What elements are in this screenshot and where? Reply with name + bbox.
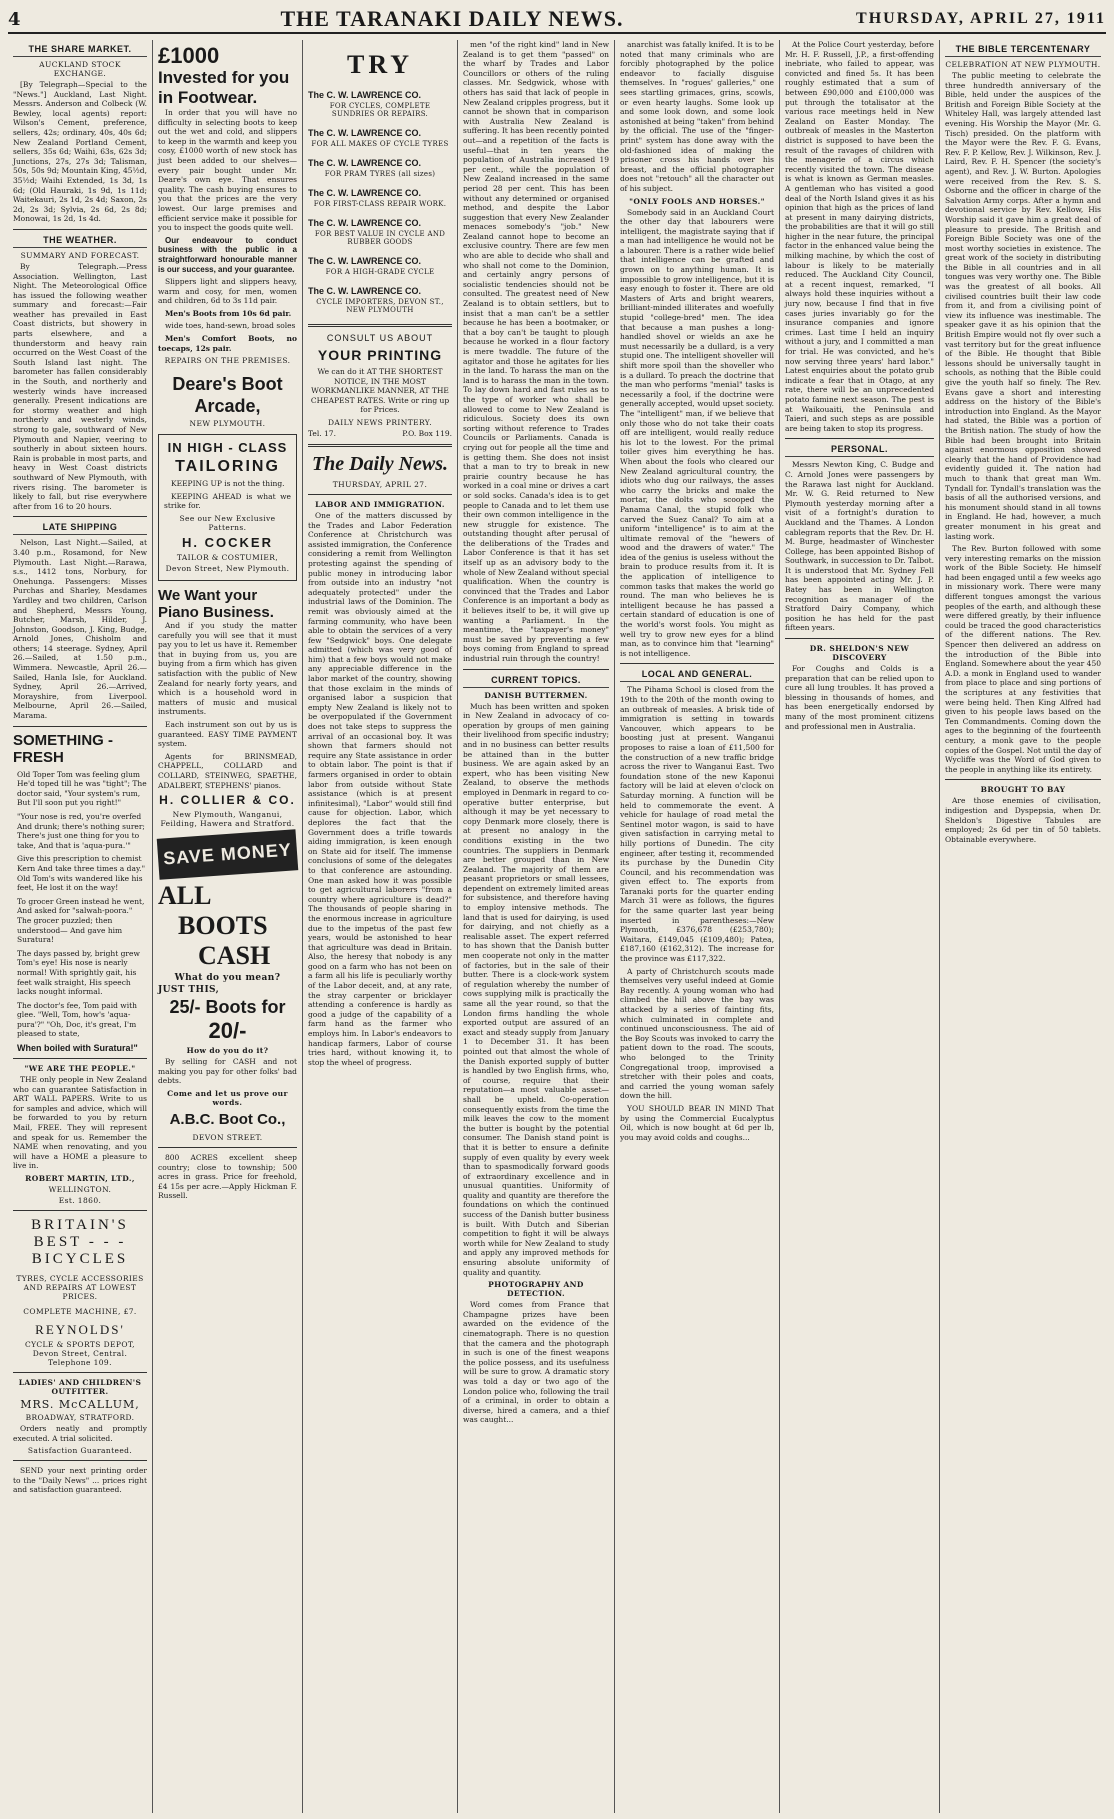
fools-text: Somebody said in an Auckland Court the other day that labourers were intelligent, the magistrate saying that if a man had intelligence he would not be a labourer. There is a rather wide belief that intelligence can be grafted and grown on to anything human. It is impossible to grow intelligence, but it is easy enough to foster it. There are old Masters of Arts and bright wearers, brilliant-minded illiterates and woefully stupid "college-bred" men. The idea that because a man pushes a long-handled shovel or wields an axe he must necessarily be a dullard, is a very stupid one. The intelligent shoveller will shift more spoil than the shoveller who is a dullard. To preach the doctrine that the man who performs "menial" tasks is necessarily a fool, if the doctrine were generally accepted, would upset society. The "intelligent" man, if we believe that only those who do not take their coats off are intelligent, would really reduce his lot to the lowest. For the primal toiler gives him everything he has. When about the fools who cleared our New Zealand agricultural country, the idiots who dug our railways, the asses who carry the bricks and make the mortar, the dolts who scooped the Panama Canal, the stupid folk who carved the Suez Canal? To aim at a uniform "intelligence" is to aim at the ultimate removal of the "hewers of wood and the drawers of water." The idea of the genius is useless without the brain to produce results from it. It is the application of intelligence to common tasks that makes the world go round. The man who believes he is intelligent because he has passed a certain standard of education is one of the world's worst fools. You might as well try to grow new eyes for a blind man, as to convince him that "learning" is not intelligence. xyxy=(620,207,774,658)
poem-verse: Give this prescription to chemist Kern And take three times a day." Old Tom's wits wandered like his feet, He lost it on the way! xyxy=(17,854,146,893)
poem-verse: "Your nose is red, you're overfed And drunk; there's nothing surer; There's just one thing for you to take, And that is 'aqua-pura.'" xyxy=(17,812,145,850)
thousand-pound-heading: £1000 xyxy=(158,43,220,68)
share-market-text: [By Telegraph—Special to the "News."] Auckland, Last Night. Messrs. Anderson and Colbeck (W. Bewley, local agents) report: Wilson's Cement, preference, sellers, 42s; ordinary, 40s, 40s 6d; New Zealand Portland Cement, sellers, 35s 6d; Waihi, 63s, 62s 3d; Junctions, 27s, 27s 3d; Talisman, 50s, 50s 9d; Mountain King, 45½d, 35½d; Waihi Extended, 1s 3d, 1s 6d; (Old Hauraki, 1s 9d, 1s 11d; Waitekauri, 2s 1d, 2s 4d; Saxon, 2s 2d, 2s 3d; Sylvia, 2s 6d, 2s 8d; Monowai, 1s 2d, 1s 4d. xyxy=(13,80,147,224)
issue-date: THURSDAY, APRIL 27, 1911 xyxy=(856,10,1106,27)
robert-martin-est: Est. 1860. xyxy=(58,1196,102,1205)
daily-news-title: The Daily News. xyxy=(311,452,449,475)
endeavour-text: Our endeavour to conduct business with the public in a straightforward honourable manner is our success, and your guarantee. xyxy=(158,235,297,274)
abc-boot-heading: A.B.C. Boot Co., xyxy=(169,1110,286,1128)
just-this: JUST THIS, xyxy=(158,985,220,996)
deares-city: NEW PLYMOUTH. xyxy=(189,419,266,429)
boots-price-old: 25/- Boots for xyxy=(169,997,286,1018)
orders-text: Orders neatly and promptly executed. A trial solicited. xyxy=(13,1424,147,1443)
tailoring-ad xyxy=(158,434,297,581)
what-mean: What do you mean? xyxy=(174,973,281,984)
lawrence-line: The C. W. LAWRENCE CO. xyxy=(308,286,422,296)
send-printing-text: SEND your next printing order to the "Daily News" ... prices right and satisfaction guaranteed. xyxy=(13,1466,147,1495)
tailoring-heading: TAILORING xyxy=(175,458,280,476)
brought-to-bay-text: Are those enemies of civilisation, indigestion and Dyspepsia, when Dr. Sheldon's Digestive Tabules are employed; 2s 6d per tin of 50 tablets. Obtainable everywhere. xyxy=(945,796,1101,844)
consult-heading: CONSULT US ABOUT xyxy=(326,333,434,343)
mens-boots-text: Men's Boots from 10s 6d pair. xyxy=(165,308,292,318)
boots-price-new: 20/- xyxy=(208,1018,247,1044)
local-text: The Pihama School is closed from the 19th to the 20th of the month owing to an outbreak of measles. A brisk tide of immigration is setting in towards Vancouver, which appears to be boosting just at present. Wanganui proposes to raise a loan of £11,500 for the construction of a new traffic bridge across the river to Wanganui East. Two foundation stone of the new Kaponui factory will be laid at eleven o'clock on Saturday morning. A function will be held to commemorate the event. A vehicle for haulage of road metal the Sentinel motor wagon, is said to have given satisfaction in carrying metal to hilly portions of Dunedin. The city engineer, after testing it, recommended its purchase by the Dunedin City Council, and his recommendation was given effect to. The exports from Taranaki ports for the quarter ending March 31 were as follows, the figures for the same quarter last year being inserted in parentheses:—New Plymouth, £376,678 (£253,780); Waitara, £149,045 (£109,480); Patea, £187,160 (£162,312). The increase for the province was £117,322. xyxy=(620,685,774,964)
page-number: 4 xyxy=(8,8,21,30)
column-4 xyxy=(458,40,615,1813)
newspaper-title: THE TARANAKI DAILY NEWS. xyxy=(280,6,624,31)
editorial-continued: men "of the right kind" land in New Zealand is to get them "passed" on the wharf by Trades and Labor Councillors or others of the ruling classes. Mr. Sedgwick, whose with others has said that lack of people in New Zealand cripples progress, but it cannot be shown that in comparison with Australia New Zealand is suffering. It has been recently pointed out—and a repetition of the facts is useful—that in ten years the population of Australia increased 19 per cent., while the population of New Zealand increased in the same period 28 per cent. This has been without any determined or organised method, and despite the Labor suggestion that every New Zealander menaces somebody's "job." New Zealand cannot hope to become an exclusive country. There are few men who are able to decide who shall and who shall not come to the Dominion, and certainly angry persons of socialistic tendencies should not be consulted. The greatest need of New Zealand is to obtain settlers, but to insist that a man can't be a settler because he has been a bootmaker, or that a boy can't be taught to plough because he worked in a flour factory is mere twaddle. The future of the agitator and those he agitates for lies in the land. To harass the man on the land is to harass the man in the town. To lay down hard and fast rules as to the type of worker who shall be allowed to come to New Zealand is ridiculous. Society does its own sorting without reference to Trades Councils or Parliaments. Canada is crying out for people all the time and is getting them. She does not insist that a man to try to break in new prairie country because he has worked in a coal mine or drives a cart or sold socks. Canada's idea is to get people to Canada and to let them use their own common intelligence in the new struggle for existence. The outstanding thought after perusal of the deliberations of the Trades and Labor Conference is that it has set itself up as an advisory body to the whole of New Zealand without special qualification. When the country is convinced that the Trades and Labor Conference is an important a body as it believes itself to be, it will give up wanting a Parliament. In the meantime, the "taxpayer's money" must be saved by preventing a few boys coming from England to spread industrial ruin through the country! xyxy=(463,40,609,663)
mccallum-address: BROADWAY, STRATFORD. xyxy=(25,1413,135,1422)
satisfaction-text: Satisfaction Guaranteed. xyxy=(27,1446,133,1456)
danish-text: Much has been written and spoken in New Zealand in advocacy of co-operation by groups of men gaining their livelihood from specific industry; and in no business can better results be attained than in the butter business. We are again asked by an expert, who has been visiting New Zealand, to observe the methods employed in Denmark in regard to co-operative butter enterprise, but although it may be yet necessary to copy Denmark more closely, there is at present no analogy in the conditions existing in the two countries. The suppliers in Denmark are better grouped than in New Zealand. The majority of them are peasant proprietors or small lessees, dependent on extremely limited areas for subsistence, and therefore having to employ intensive methods. The land that is used for dairying, is used for dairying, and not chiefly as a realisable asset. The expert referred to has shown that the Danish butter men cooperate not only in the matter of factories, but in the sale of their butter. There is a clock-work system of regulation whereby the number of cows supplying milk is practically the same all the year round, so that the London firms handling the whole exported output are assured of an exact and steady supply from January 1 to December 31. It has been pointed out that almost the whole of the Danish exported supply of butter is handled by two English firms, who, of course, require that their reputation—a most valuable asset—shall be upheld. Co-operation consequently exists from the time the milk leaves the cow to the moment the butter is bought by the potential consumer. The Danish stand point is that it is better to ensure a definite supply of even quality by every week than to spasmodically forward goods of extraordinary excellence and in unusual quantities. Uniformity of quality and quantity are therefore the foundations on which the continued success of the Danish butter business is built. With Dutch and Siberian competition to fight it will be always worth while for New Zealand to study and apply any improved methods for ensuring absolute uniformity of quality and quantity. xyxy=(463,701,609,1277)
share-market-heading: THE SHARE MARKET. xyxy=(13,44,147,57)
robert-martin-city: WELLINGTON. xyxy=(48,1185,112,1194)
column-2 xyxy=(153,40,303,1813)
tercentenary-text: The public meeting to celebrate the three hundredth anniversary of the Bible, held under the auspices of the British and Foreign Bible Society at the Whiteley Hall, was largely attended last evening. His Worship the Mayor (Mr. G. Tisch) presided. On the platform with the Mayor were the Rev. F. G. Evans, Rev. F. P. Kellow, Rev. J. Wilkinson, Rev. J. Laird, Rev. F. H. Spencer (the society's agent), and Rev. J. W. Burton. Apologies were received from the Rev. S. S. Osborne and the officer in charge of the Salvation Army corps. After a hymn and devotional service by Rev. Kellow, His Worship said it gave him a great deal of pleasure to preside. The British and Foreign Bible Society was one of the most worthy societies in existence. The great work of the society in distributing the Bible in all countries and in all tongues was very worthy one. The Bible was the greatest of all books. All civilised countries built their law code from it, and from a civilising point of view its influence was inestimable. The speaker gave it as his opinion that the British Empire would not fly over such a vast territory but for the great influence of the Bible. He thought that Bible lessons should be universally taught in schools, as nothing that the Bible could give the youth half so finely. The Rev. Evans gave a short and interesting address on the history of the Bible's introduction into England. As the Mayor had stated, the Bible was a portion of the British nation. The study of how the Bible had been brought into Britain against enormous opposition showed clearly that the hand of Providence had evidently guided it. The nation had much to thank that great man Wm. Tyndall for. Tyndall's translation was the basis of all the authorised versions, and his monument should stand in all towns in England. He had, however, a much greater monument in his great and lasting work. xyxy=(945,71,1101,541)
scouts-text: A party of Christchurch scouts made themselves very useful indeed at Gomie Bay recently. A young woman who had climbed the hill above the bay was attacked by a series of fainting fits, which culminated in complete and continued unconsciousness. The aid of the Boy Scouts was invoked to carry the patient down to the road. The scouts, who belonged to the Trinity Congregational troop, improvised a stretcher with their poles and coats, and carried the young woman safely down the hill. xyxy=(620,966,774,1101)
lawrence-item: FOR BEST VALUE IN CYCLE AND RUBBER GOODS xyxy=(314,230,446,246)
fools-heading: "ONLY FOOLS AND HORSES." xyxy=(629,196,765,206)
complete-machine: COMPLETE MACHINE, £7. xyxy=(23,1307,137,1316)
photography-continued: anarchist was fatally knifed. It is to be noted that many criminals who are forcibly photographed by the police endeavor to facially disguise themselves. In "rogues' galleries," one sees startling grimaces, grins, scowls, or even hearty laughs. Some look up and some look down, and some look astonished at being "taken" from behind by the official. The use of the "finger-print" system has done away with the old-fashioned idea of making the prisoner cross his hands over his breast, and the official photographer does not "retouch" all the character out of his subject. xyxy=(620,40,774,193)
poem-ending: When boiled with Suratura!" xyxy=(17,1043,138,1054)
cocker-address: Devon Street, New Plymouth. xyxy=(165,564,290,574)
footwear-text: In order that you will have no difficulty in selecting boots to keep out the wet and cold, and slippers to keep in the warmth and keep you cosy, £1000 worth of new stock has just been added to our shelves—every pair bought under Mr. Deare's own eye. That ensures quality. The cash buying ensures to you that the prices are the very lowest. Our large premises and efficient service make it possible for you to inspect the goods quite well. xyxy=(158,108,297,233)
deares-heading: Deare's Boot Arcade, xyxy=(172,374,283,417)
cocker-sub: TAILOR & COSTUMIER, xyxy=(176,553,279,563)
try-heading: TRY xyxy=(347,50,413,79)
repairs-text: REPAIRS ON THE PREMISES. xyxy=(164,356,291,366)
all-heading: ALL xyxy=(158,881,212,911)
bicycles-heading: BICYCLES xyxy=(31,1251,129,1267)
keeping-up-text: KEEPING UP is not the thing. xyxy=(171,479,285,489)
photography-text: Word comes from France that Champagne prizes have been awarded on the evidence of the cinematograph. There is no question that the camera and the photograph in such is one of the finest weapons the police possess, and its usefulness will be sure to grow. A dramatic story was told a day or two ago of the London police who, following the trail of a criminal, in order to obtain a diverse, hired a camera, and a thief was caught... xyxy=(463,1300,609,1425)
high-class-heading: IN HIGH - CLASS xyxy=(167,440,288,456)
photography-heading: PHOTOGRAPHY AND DETECTION. xyxy=(488,1280,584,1299)
tyres-text: TYRES, CYCLE ACCESSORIES AND REPAIRS AT LOWEST PRICES. xyxy=(16,1274,144,1301)
abc-address: DEVON STREET. xyxy=(192,1132,263,1142)
boots-heading: BOOTS xyxy=(178,911,268,941)
how-do-it: How do you do it? xyxy=(186,1046,269,1056)
weather-heading: THE WEATHER. xyxy=(13,235,147,248)
patterns-text: See our New Exclusive Patterns. xyxy=(179,514,276,533)
tercentenary-heading: THE BIBLE TERCENTENARY xyxy=(945,44,1101,57)
collier-sub: New Plymouth, Wanganui, Feilding, Hawera and Stratford. xyxy=(160,810,295,829)
brought-to-bay-heading: BROUGHT TO BAY xyxy=(980,785,1066,795)
labor-heading: LABOR AND IMMIGRATION. xyxy=(315,499,445,509)
editorial-date: THURSDAY, APRIL 27. xyxy=(332,479,428,489)
tercentenary-text-2: The Rev. Burton followed with some very interesting remarks on the mission work of the Bible Society. He himself had been engaged until a few weeks ago in missionary work. There were many different tongues amongst the various peoples of the earth, and although these were differed greatly, by their influence could be traced the good characteristics of the different nations. The Rev. Spencer then delivered an address on the introduction of the Bible into England. Somewhere about the year 450 A.D. a monk in England used to wander from place to place and sing portions of the scriptures at any festivities that were being held. Then King Alfred had given to his people laws based on the Ten Commandments. Coming down the ages to the beginning of the fourteenth century, a monk gave to the people copies of the Gospel. Not until the day of Wycliffe was the Word of God given to the people in anything like its entirety. xyxy=(945,544,1101,774)
invested-heading: Invested for you in Footwear. xyxy=(158,68,290,107)
lawrence-item: FOR FIRST-CLASS REPAIR WORK. xyxy=(313,200,447,208)
personal-text: Messrs Newton King, C. Budge and C. Arnold Jones were passengers by the Rarawa last night for Auckland. Mr. W. G. Reid returned to New Plymouth yesterday morning after a visit of a fortnight's duration to Auckland and the Thames. A London cablegram reports that the Rev. Dr. H. M. Burge, headmaster of Winchester College, has been appointed Bishop of Southwark, in succession to Dr. Talbot. It is understood that Mr. Sydney Fell has been appointed acting Mr. J. P. Batey has been in Wellington recognition as manager of the Stratford Dairy Company, which position he has held for the past fifteen years. xyxy=(785,460,934,633)
lawrence-line: The C. W. LAWRENCE CO. xyxy=(308,158,422,168)
poem-verse: Old Toper Tom was feeling glum He'd toped till he was "tight"; The doctor said, "Your system's rum, But I'll soon put you right!" xyxy=(17,769,147,808)
sheldon-text: For Coughs and Colds is a preparation that can be relied upon to cure all lung troubles. It has proved a blessing in thousands of homes, and has been energetically endorsed by many of the most prominent citizens and professional men in Australia. xyxy=(785,664,934,731)
current-topics-heading: CURRENT TOPICS. xyxy=(463,675,609,688)
want-piano-heading: We Want your Piano Business. xyxy=(158,587,274,622)
slippers-text: Slippers light and slippers heavy, warm and cosy, for men, women and children, 6d to 3s 11d pair. xyxy=(158,277,297,306)
britains-heading: BRITAIN'S xyxy=(31,1217,129,1233)
lawrence-line: The C. W. LAWRENCE CO. xyxy=(308,218,422,228)
printery-tel: Tel. 17. xyxy=(308,428,336,438)
something-fresh-heading: SOMETHING - FRESH xyxy=(13,731,113,766)
wide-toes-text: wide toes, hand-sewn, broad soles xyxy=(165,321,296,331)
lawrence-item: FOR PRAM TYRES (all sizes) xyxy=(324,170,436,178)
lawrence-line: The C. W. LAWRENCE CO. xyxy=(308,188,422,198)
printing-heading: YOUR PRINTING xyxy=(317,347,443,363)
lawrence-line: The C. W. LAWRENCE CO. xyxy=(308,256,422,266)
we-are-people-heading: "WE ARE THE PEOPLE." xyxy=(24,1064,136,1074)
masthead xyxy=(8,6,1106,34)
shipping-text: Nelson, Last Night.—Sailed, at 3.40 p.m., Rosamond, for New Plymouth. Last Night.—Rarawa, s.s., 1412 tons, Norbury, for Onehunga. Passengers: Misses Purchas and Sharley, Mesdames Yardley and two children, Carlson and Shepherd, Messrs Young, Butcher, Marsh, Hilder, J. Johnston, Goodson, J. King, Budge, Arnold Jones, Chisholm and others; 14 steerage. Sydney, April 26.—Sailed, at 1.50 p.m., Wimmera. Newcastle, April 26.—Sailed, Hanla Isle, for Auckland. Sydney, April 26.—Arrived, Morayshire, from Liverpool. Melbourne, April 26.—Sailed, Marama. xyxy=(13,538,147,721)
piano-text: And if you study the matter carefully you will see that it must pay you to let us have it. Remember that in buying from us, you are buying from a firm which has given satisfaction with the public of New Zealand for nearly forty years, and which is a household word in matters of music and musical instruments. xyxy=(158,621,297,717)
weather-text: By Telegraph.—Press Association. Wellington, Last Night. The Meteorological Office has issued the following weather summary and forecast:—Fair weather has prevailed in East Coast districts, but showery in parts elsewhere, and a thunderstorm and heavy rain occurred on the West Coast of the South Island last night. The barometer has fallen considerably in the South, and northerly and westerly winds have increased generally. Present indications are for stormy weather and high northerly and westerly winds, strong to gale, southward of New Plymouth and Napier, veering to southerly in about sixteen hours. Rain is probable in most parts, and heavy in West Coast districts southward of New Plymouth, with rivers rising. The barometer is likely to fall, but rise everywhere after from 16 to 20 hours. xyxy=(13,261,147,511)
lawrence-item: CYCLE IMPORTERS, DEVON ST., NEW PLYMOUTH xyxy=(316,298,444,314)
column-5 xyxy=(615,40,780,1813)
poem-verse: To grocer Green instead he went, And asked for "salwah-poora." The grocer puzzled; then understood— And gave him Suratura! xyxy=(17,896,145,945)
reynolds-address: CYCLE & SPORTS DEPOT, Devon Street, Central. Telephone 109. xyxy=(25,1340,135,1367)
reynolds-heading: REYNOLDS' xyxy=(35,1322,125,1337)
best-heading: BEST - - - xyxy=(33,1234,127,1250)
column-1 xyxy=(8,40,153,1813)
save-money-banner: SAVE MONEY xyxy=(157,829,299,880)
personal-heading: PERSONAL. xyxy=(785,444,934,457)
wallpaper-ad-text: THE only people in New Zealand who can guarantee Satisfaction in ART WALL PAPERS. Write to us for samples and advice, which will be forwarded to you by return Mail, FREE. They will represent and speak for us. Remember the NAME when renovating, and you will have a HOME a pleasure to live in. xyxy=(13,1075,147,1171)
agents-text: Agents for BRINSMEAD, CHAPPELL, COLLARD and COLLARD, STEINWEG, SPAETHE, ADALBERT, STEPHENS' pianos. xyxy=(158,751,297,790)
by-selling-text: By selling for CASH and not making you pay for other folks' bad debts. xyxy=(158,1057,297,1086)
poem-verse: The doctor's fee, Tom paid with glee. "Well, Tom, how's 'aqua-pura'?" "Oh, Doc, it's great, I'm pleased to state, xyxy=(17,1000,137,1039)
keeping-ahead-text: KEEPING AHEAD is what we strike for. xyxy=(164,491,291,511)
eucalyptus-text: YOU SHOULD BEAR IN MIND That by using the Commercial Eucalyptus Oil, which is now bought at 6d per lb, you may avoid colds and coughs... xyxy=(620,1103,774,1142)
column-6 xyxy=(780,40,940,1813)
danish-heading: DANISH BUTTERMEN. xyxy=(484,690,588,700)
robert-martin: ROBERT MARTIN, LTD., xyxy=(25,1174,135,1183)
lawrence-item: FOR ALL MAKES OF CYCLE TYRES xyxy=(311,140,449,148)
labor-text: One of the matters discussed by the Trades and Labor Federation Conference at Christchurch was assisted immigration, the Conference considering a remit from Wellington protesting against the spending of public money in introducing labor from outside into an industry "not adequately protected" under the industrial laws of the Dominion. The remit was obviously aimed at the farming community, who have been able to obtain the services of a very few "Sedgwick" boys. One delegate admitted (which was very good of him) that a few boys would not make any appreciable difference in the labor market of the country, showing that those exclaim in the minds of organised labor a suspicion that empty New Zealand is likely not to be overpopulated if the Government does not take steps to suppress the arrival of an occasional boy. It was shown that farmers should not require any State assistance in order to obtain labor. The point is that if farmers organised in order to obtain labor from outside without State assistance (which is at present infinitesimal), "Labor" would still find cause for objection. Labor, which deplores the fact that the Government does a trifle towards aiding immigration, is keen enough on State aid for itself. The immense conclusions of some of the delegates to that conference are astounding. One man asked how it was possible to get agricultural laborers "from a country where agriculture is dead?" The thousands of people sharing in the enormous increase in agriculture due to the impetus of the past few years, would be astonished to hear that agriculture was dead in Britain. Also, the heresy that nobody is any good on a farm who has not been on a farm all his life is peculiarly worthy of the Labor deceit, and, at any rate, the stray carpenter or bricklayer attending a conference is hardly as good a judge of the capability of a farm hand as the farmer who employs him. In Labor's endeavors to handicap farmers, Labor of course tries hard, without knowing it, to stop the wheel of progress. xyxy=(308,510,452,1067)
ladies-outfitter: LADIES' AND CHILDREN'S OUTFITTER. xyxy=(18,1378,142,1396)
acres-text: 800 ACRES excellent sheep country; close to township; 500 acres in grass. Price for freehold, £4 15s per acre.—Apply Hickman F. Russell. xyxy=(158,1152,297,1201)
column-3 xyxy=(303,40,458,1813)
sheldon-heading: DR. SHELDON'S NEW DISCOVERY xyxy=(809,644,910,663)
lawrence-item: FOR CYCLES, COMPLETE SUNDRIES OR REPAIRS. xyxy=(329,102,431,118)
printery-contact xyxy=(308,429,452,438)
column-7 xyxy=(940,40,1106,1813)
lawrence-line: The C. W. LAWRENCE CO. xyxy=(308,90,422,100)
printing-text: We can do it AT THE SHORTEST NOTICE, IN THE MOST WORKMANLIKE MANNER, AT THE CHEAPEST RATES. Write or ring up for Prices. xyxy=(310,367,450,415)
poem-verse: The days passed by, bright grew Tom's eye! His nose is nearly normal! With sprightly gait, his feet walk straight, His speech lacks nought informal. xyxy=(17,948,140,997)
printery-name: DAILY NEWS PRINTERY. xyxy=(328,417,432,427)
printery-po: P.O. Box 119. xyxy=(402,428,452,438)
local-general-heading: LOCAL AND GENERAL. xyxy=(620,669,774,682)
cocker-heading: H. COCKER xyxy=(182,535,273,551)
weather-subheading: SUMMARY AND FORECAST. xyxy=(20,250,140,260)
lawrence-line: The C. W. LAWRENCE CO. xyxy=(308,128,422,138)
comfort-boots-text: Men's Comfort Boots, no toecaps, 12s pair. xyxy=(158,334,297,353)
shipping-heading: LATE SHIPPING xyxy=(13,522,147,535)
come-prove: Come and let us prove our words. xyxy=(167,1088,288,1107)
lawrence-item: FOR A HIGH-GRADE CYCLE xyxy=(325,268,435,276)
local-continued: At the Police Court yesterday, before Mr. H. F. Russell, J.P., a first-offending inebriate, who failed to appear, was convicted and fined 5s. It has been roughly estimated that a sum of between £90,000 and £100,000 was put through the totalisator at the various race meetings held in New Zealand on Easter Monday. The outbreak of measles in the Masterton district is supposed to have been the result of the ravages of children with the menagerie of a circus which recently visited the town. The disease is what is known as German measles. A gentleman who has visited a good deal of the North Island gives it as his opinion that high as the prices of land at present in many dairying districts, the probabilities are that it will go still higher in the near future, the principal factor in the enhanced value being the milking machine, by which the cost of labour is likely to be materially reduced. The Auckland City Council, at a recent inquest, remarked, "I always hold these inquiries without a jury now, because I find that in five cases juries invariably go for the insurance companies and ignore crimes. Last time I held an inquiry without a jury, and I committed a man for trial. He was convicted, and he's now serving three years' hard labor." Latest enquiries about the potato grub indicate a fear that in Otago, at any rate, there will be an unprecedented potato famine next season. The pest is at Waikouaiti, the Peninsula and Taieri, and such steps as are possible are being taken to stop its progress. xyxy=(785,40,934,433)
celebration-subheading: CELEBRATION AT NEW PLYMOUTH. xyxy=(945,60,1101,69)
guarantee-text: Each instrument son out by us is guaranteed. EASY TIME PAYMENT system. xyxy=(158,719,297,749)
cash-heading: CASH xyxy=(198,941,271,971)
stock-exchange-subheading: AUCKLAND STOCK EXCHANGE. xyxy=(39,60,121,78)
columns xyxy=(8,40,1106,1813)
collier-heading: H. COLLIER & CO. xyxy=(159,793,296,808)
mrs-mccallum: MRS. McCALLUM, xyxy=(20,1398,140,1411)
